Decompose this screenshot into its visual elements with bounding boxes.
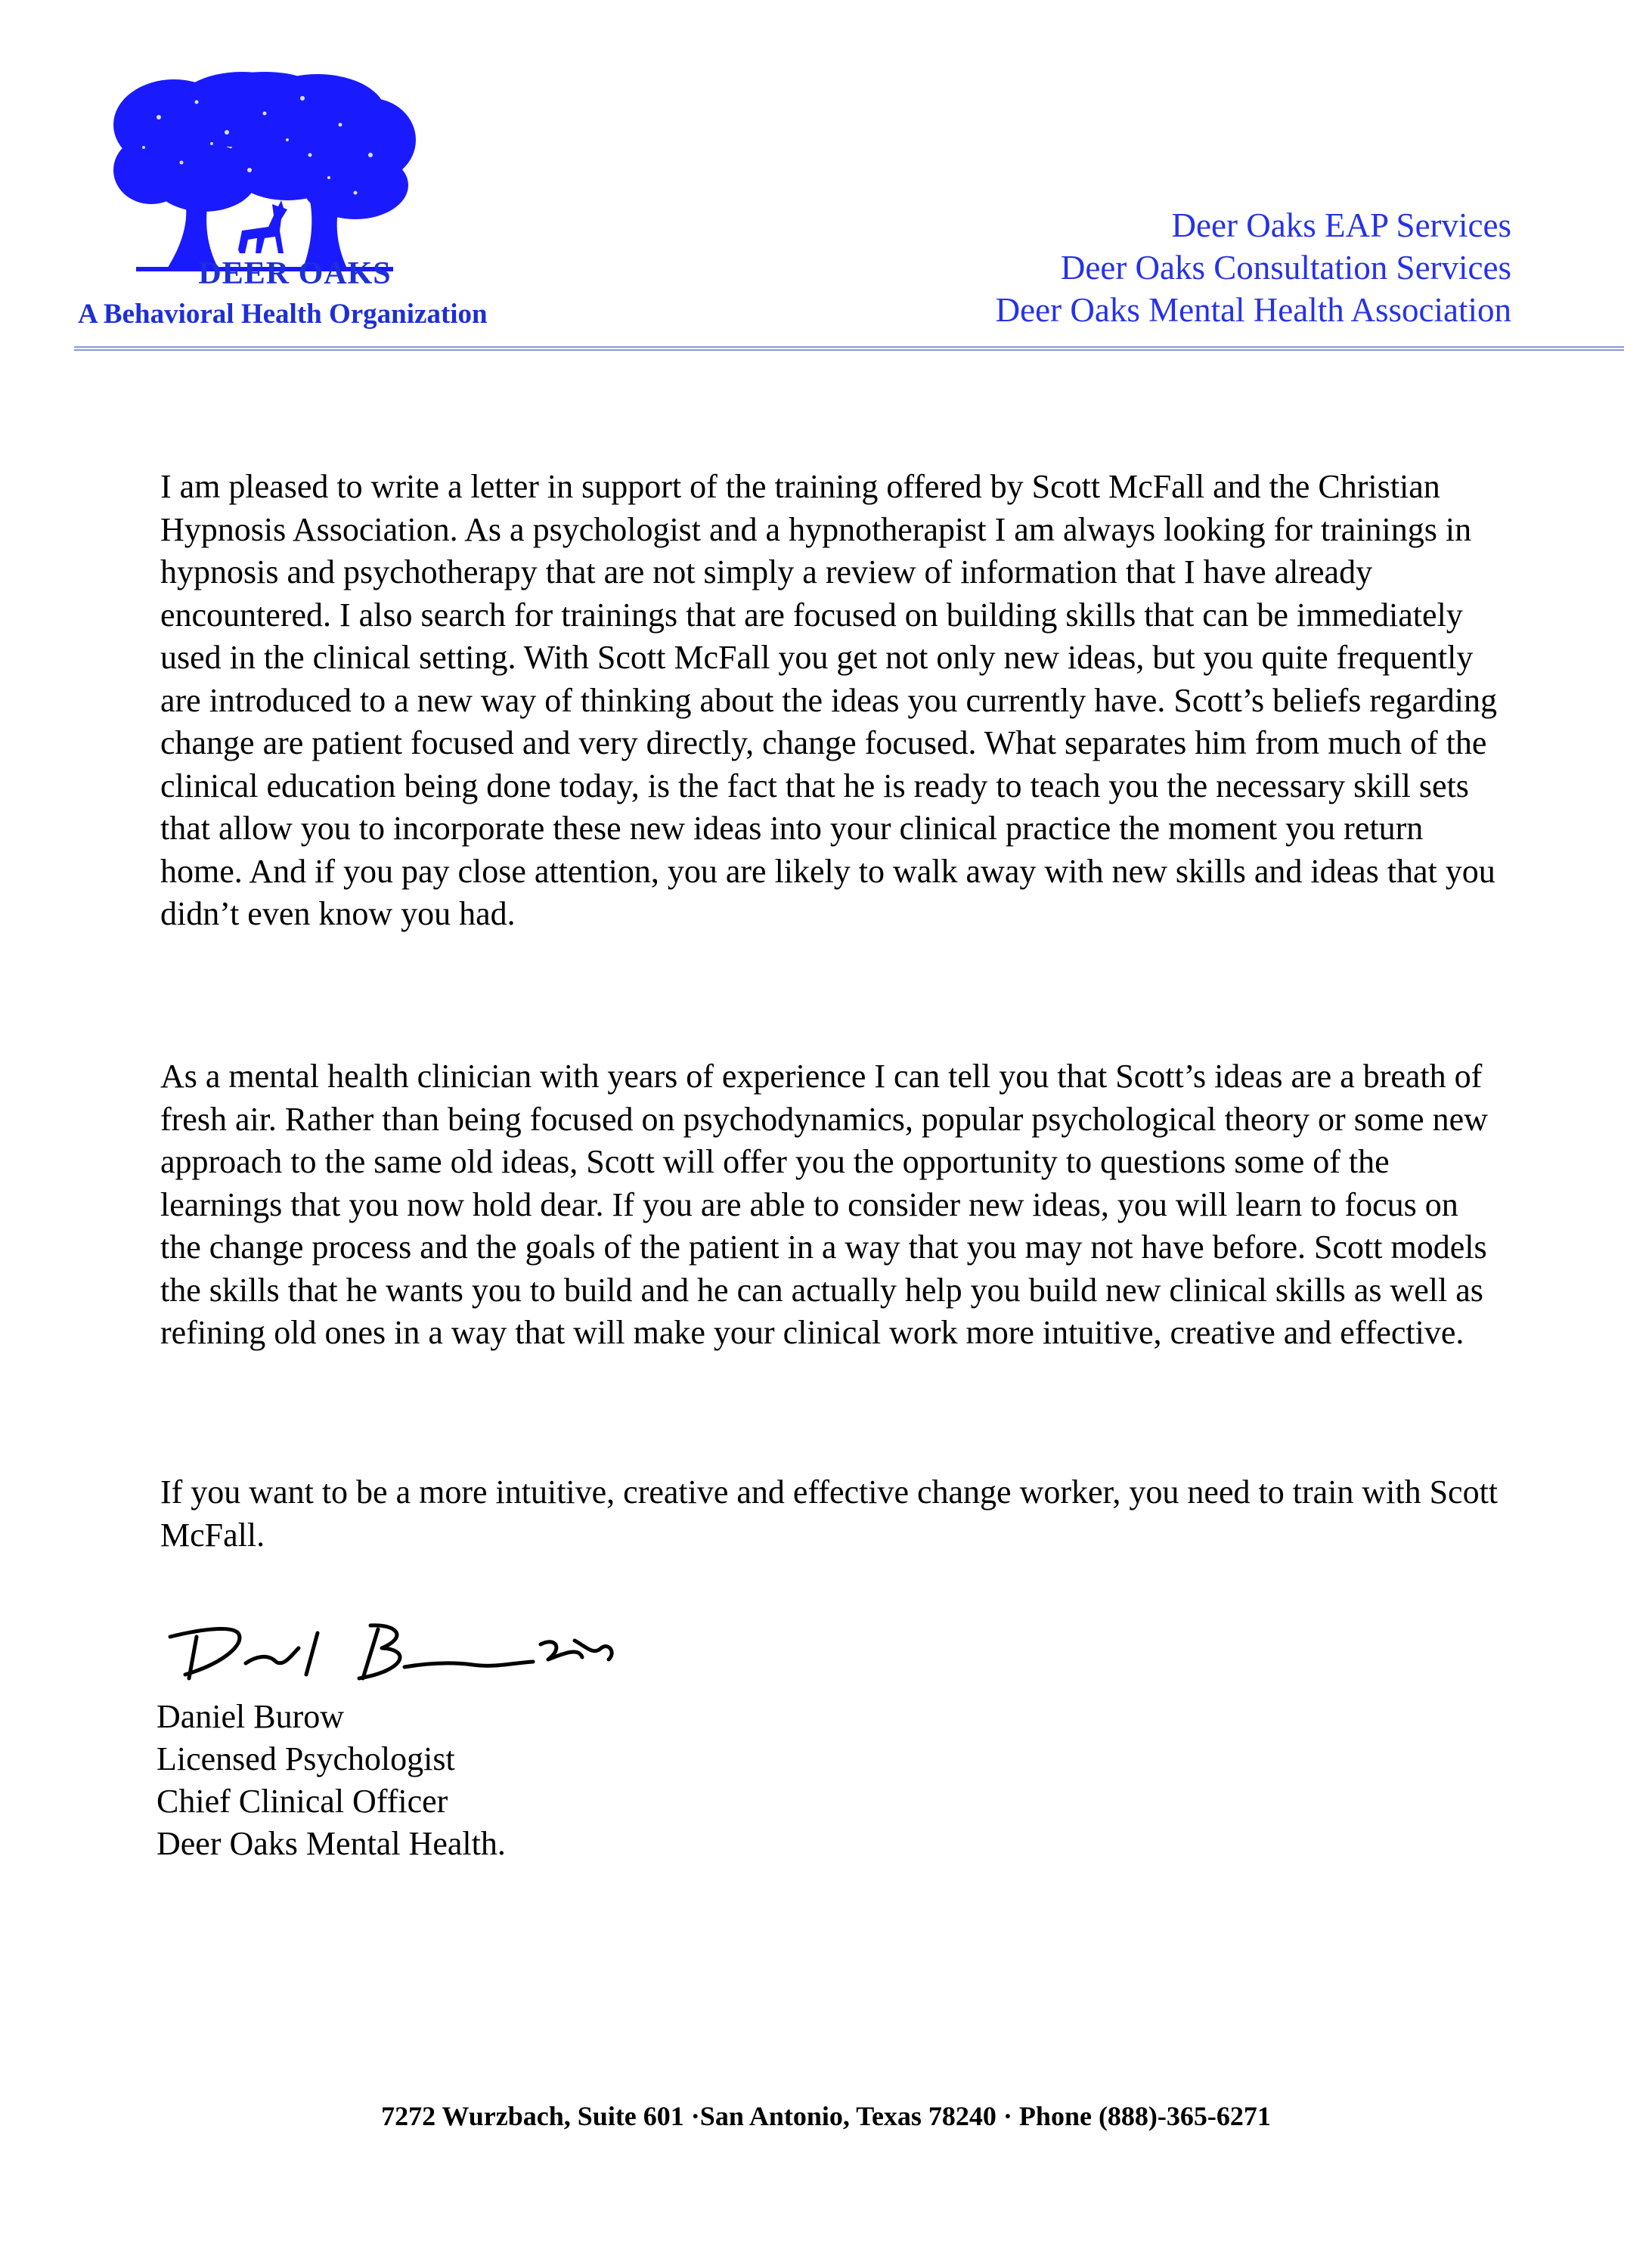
service-mental-health-association: Deer Oaks Mental Health Association (995, 291, 1511, 329)
signer-position: Chief Clinical Officer (157, 1783, 448, 1820)
signature-block (157, 1696, 506, 1865)
logo-tagline: A Behavioral Health Organization (78, 299, 488, 330)
signer-organization: Deer Oaks Mental Health. (157, 1825, 506, 1862)
header-divider (74, 346, 1624, 351)
services-list (996, 204, 1511, 331)
letter-paragraph-2: As a mental health clinician with years of experience I can tell you that Scott’s ideas are a breath of fresh air. Rather than being focused on psychodynamics, popular psychological theory or some new approach to the same old ideas, Scott will offer you the opportunity to questions some of the learnings that you now hold dear. If you are able to consider new ideas, you will learn to focus on the change process and the goals of the patient in a way that you may not have before. Scott models the skills that he wants you to build and he can actually help you build new clinical skills as well as refining old ones in a way that will make your clinical work more intuitive, creative and effective. (160, 1058, 1488, 1351)
service-consultation: Deer Oaks Consultation Services (1060, 249, 1511, 287)
letter-paragraph-3: If you want to be a more intuitive, creative and effective change worker, you need to train with Scott McFall. (160, 1473, 1499, 1554)
oak-trees-deer-icon (113, 72, 416, 276)
footer-address: 7272 Wurzbach, Suite 601 ·San Antonio, Texas 78240 · Phone (888)-365-6271 (381, 2101, 1271, 2131)
letter-paragraph-1: I am pleased to write a letter in support of the training offered by Scott McFall and the Christian Hypnosis Association. As a psychologist and a hypnotherapist I am always looking for trainings in hypnosis and psychotherapy that are not simply a review of information that I have already encountered. I also search for trainings that are focused on building skills that can be immediately used in the clinical setting. With Scott McFall you get not only new ideas, but you quite frequently are introduced to a new way of thinking about the ideas you currently have. Scott’s beliefs regarding change are patient focused and very directly, change focused. What separates him from much of the clinical education being done today, is the fact that he is ready to teach you the necessary skill sets that allow you to incorporate these new ideas into your clinical practice the moment you return home. And if you pay close attention, you are likely to walk away with new skills and ideas that you didn’t even know you had. (160, 468, 1498, 932)
service-eap: Deer Oaks EAP Services (1171, 206, 1511, 244)
handwritten-signature (155, 1603, 699, 1693)
logo-wordmark: DEER OAKS (198, 256, 392, 291)
signer-name: Daniel Burow (157, 1698, 345, 1735)
signer-title: Licensed Psychologist (157, 1740, 455, 1777)
